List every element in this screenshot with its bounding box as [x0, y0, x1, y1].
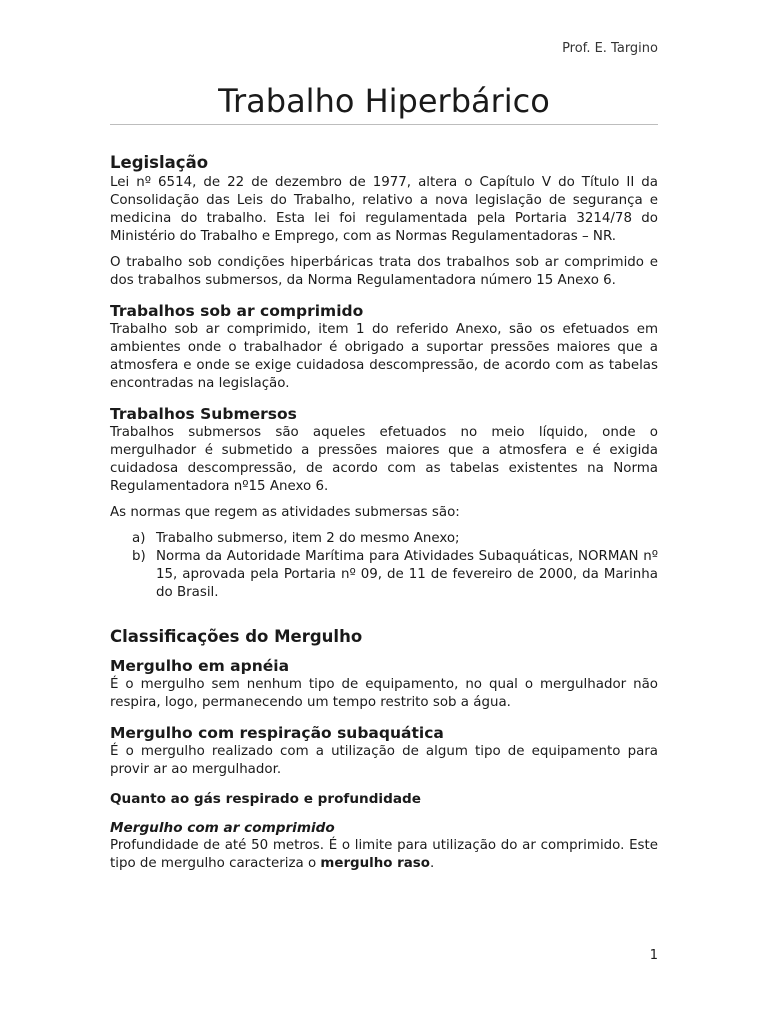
paragraph-text: Profundidade de até 50 metros. É o limite para utilização do ar comprimido. Este tipo de mergulho caracteriza o: [110, 838, 658, 871]
ar-comprimido-depth-paragraph: [110, 837, 658, 873]
title-divider: [110, 124, 658, 125]
normas-list: [110, 530, 658, 602]
apneia-paragraph: É o mergulho sem nenhum tipo de equipamento, no qual o mergulhador não respira, logo, permanecendo um tempo restrito sob a água.: [110, 677, 658, 710]
legislacao-paragraph-1: Lei nº 6514, de 22 de dezembro de 1977, altera o Capítulo V do Título II da Consolidação das Leis do Trabalho, relativo a nova legislação de segurança e medicina do trabalho. Esta lei foi regulamentada pela Portaria 3214/78 do Ministério do Trabalho e Emprego, com as Normas Regulamentadoras – NR.: [110, 175, 658, 244]
subaquatica-paragraph: É o mergulho realizado com a utilização de algum tipo de equipamento para provir ar ao mergulhador.: [110, 744, 658, 777]
section-heading-ar-comprimido: Trabalhos sob ar comprimido: [110, 302, 364, 320]
list-marker: a): [132, 531, 146, 546]
subsection-heading-subaquatica: Mergulho com respiração subaquática: [110, 724, 444, 742]
document-title: Trabalho Hiperbárico: [218, 82, 550, 120]
document-body: [110, 152, 658, 873]
subsection-heading-apneia: Mergulho em apnéia: [110, 657, 290, 675]
section-heading-classificacoes: Classificações do Mergulho: [110, 627, 363, 646]
section-heading-legislacao: Legislação: [110, 153, 209, 172]
list-item: [110, 530, 658, 548]
paragraph-end: .: [429, 856, 435, 871]
list-item-text: Norma da Autoridade Marítima para Atividades Subaquáticas, NORMAN nº 15, aprovada pela Portaria nº 09, de 11 de fevereiro de 2000, da Marinha do Brasil.: [156, 549, 658, 600]
list-item-text: Trabalho submerso, item 2 do mesmo Anexo;: [156, 531, 460, 546]
legislacao-paragraph-2: O trabalho sob condições hiperbáricas trata dos trabalhos sob ar comprimido e dos trabalhos submersos, da Norma Regulamentadora número 15 Anexo 6.: [110, 255, 658, 288]
ar-comprimido-paragraph: Trabalho sob ar comprimido, item 1 do referido Anexo, são os efetuados em ambientes onde o trabalhador é obrigado a suportar pressões maiores que a atmosfera e onde se exige cuidadosa descompressão, de acordo com as tabelas encontradas na legislação.: [110, 322, 658, 391]
mergulho-raso-term: mergulho raso: [320, 856, 430, 871]
list-item: [110, 548, 658, 602]
submersos-paragraph-2: As normas que regem as atividades submersas são:: [110, 505, 460, 520]
submersos-paragraph-1: Trabalhos submersos são aqueles efetuados no meio líquido, onde o mergulhador é submetido a pressões maiores que a atmosfera e é exigida cuidadosa descompressão, de acordo com as tabelas existentes na Norma Regulamentadora nº15 Anexo 6.: [110, 425, 658, 494]
subsection-heading-gas: Quanto ao gás respirado e profundidade: [110, 791, 421, 807]
subsection-heading-ar-comprimido: Mergulho com ar comprimido: [110, 820, 335, 836]
page-number: 1: [649, 948, 658, 963]
section-heading-submersos: Trabalhos Submersos: [110, 405, 297, 423]
author-header: Prof. E. Targino: [562, 41, 658, 56]
list-marker: b): [132, 549, 146, 564]
